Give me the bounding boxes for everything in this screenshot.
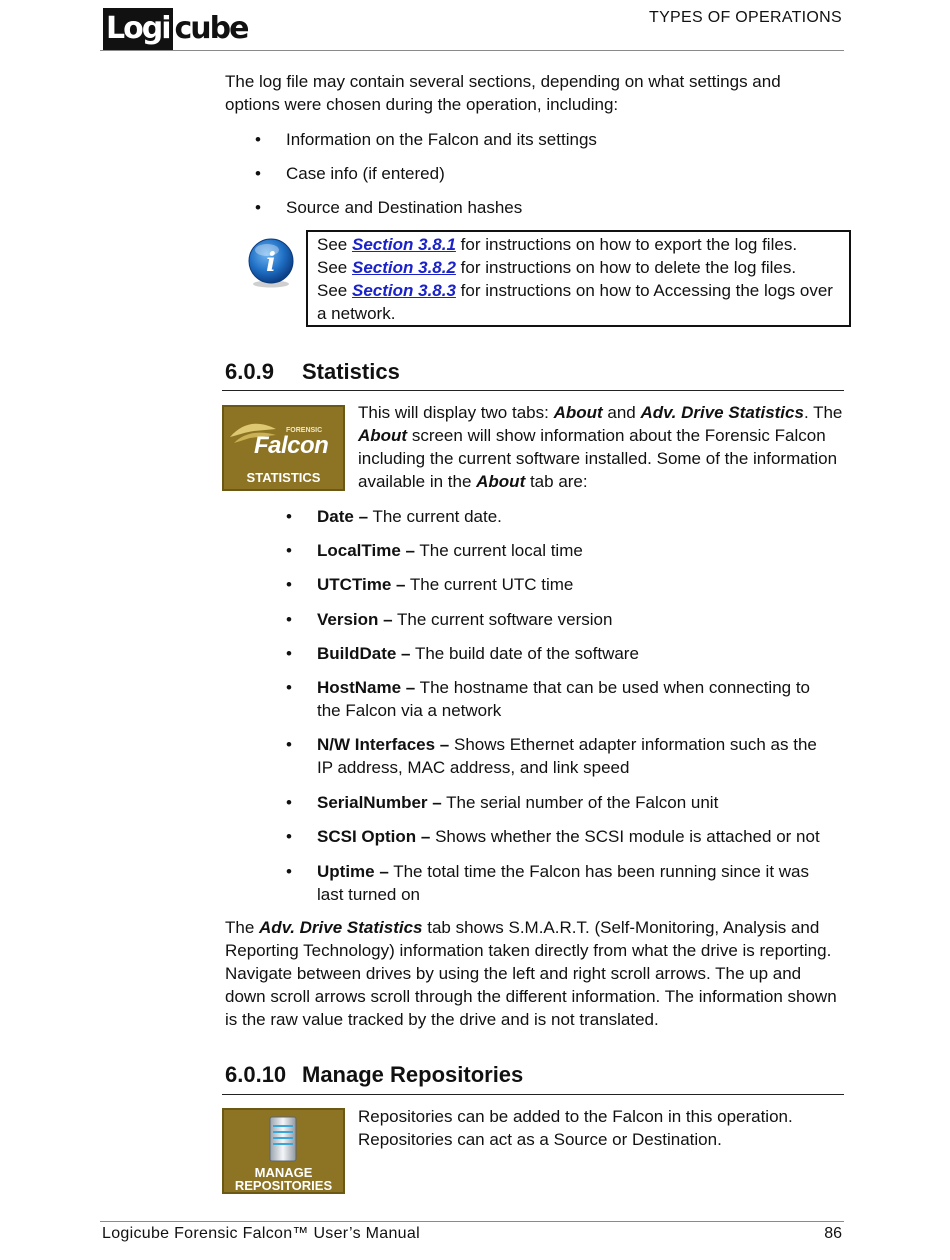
icon-label-line-2: REPOSITORIES [234,1178,333,1193]
section-heading-statistics: 6.0.9 Statistics [225,359,400,384]
statistics-intro: This will display two tabs: About and Adv. Drive Statistics. The About screen will show information about the Forensic Falcon including the current software installed. Some of the information available in the About tab are: [358,403,843,491]
note-line: See Section 3.8.1 for instructions on how to export the log files. [317,235,798,254]
list-item: • Case info (if entered) [255,164,445,183]
list-item: • SerialNumber – The serial number of the Falcon unit [286,793,719,812]
note-text [317,233,842,325]
heading-rule [222,1094,844,1095]
list-item: • Information on the Falcon and its settings [255,130,597,149]
info-icon [247,237,295,289]
statistics-operation-icon [222,405,345,491]
svg-text:i: i [266,248,276,278]
list-item: • Uptime – The total time the Falcon has been running since it was last turned on [286,862,809,904]
note-line: See Section 3.8.3 for instructions on how to Accessing the logs over a network. [317,281,833,323]
list-item: • Source and Destination hashes [255,198,523,217]
footer-manual-title: Logicube Forensic Falcon™ User’s Manual [102,1225,420,1242]
note-line: See Section 3.8.2 for instructions on how to delete the log files. [317,258,797,277]
logo-left: Logi [103,8,173,50]
page-number: 86 [824,1225,842,1242]
list-item: • SCSI Option – Shows whether the SCSI module is attached or not [286,827,820,846]
list-item: • LocalTime – The current local time [286,541,583,560]
adv-drive-statistics-paragraph: The Adv. Drive Statistics tab shows S.M.A.R.T. (Self-Monitoring, Analysis and Reporting Technology) information taken directly from what the drive is reporting. Navigate between drives by using the left and right scroll arrows. The up and down scroll arrows scroll through the different information. The information shown is the raw value tracked by the drive and is not translated. [225,918,837,1029]
section-link[interactable]: Section 3.8.2 [351,258,456,277]
header-section-title: TYPES OF OPERATIONS [649,9,842,26]
section-link[interactable]: Section 3.8.1 [351,235,456,254]
icon-logo-small: FORENSIC [286,427,323,434]
list-item: • HostName – The hostname that can be used when connecting to the Falcon via a network [286,678,811,720]
list-item: • UTCTime – The current UTC time [286,575,574,594]
section-link[interactable]: Section 3.8.3 [351,281,456,300]
list-item: • Date – The current date. [286,507,502,526]
footer-divider [100,1221,844,1222]
list-item: • Version – The current software version [286,610,613,629]
logicube-logo [103,8,247,50]
section-heading-manage-repositories: 6.0.10 Manage Repositories [225,1062,524,1087]
heading-rule [222,390,844,391]
logo-right: cube [174,11,248,46]
list-item: • N/W Interfaces – Shows Ethernet adapter information such as the IP address, MAC address, and link speed [286,735,817,777]
intro-paragraph: The log file may contain several sections, depending on what settings and options were chosen during the operation, including: [225,72,781,114]
header-divider [100,50,844,51]
manage-repositories-operation-icon [222,1108,345,1194]
icon-label: STATISTICS [246,470,321,485]
server-icon [266,1115,302,1163]
icon-label-line-1: MANAGE [254,1165,313,1180]
icon-logo: Falcon [254,432,329,459]
list-item: • BuildDate – The build date of the software [286,644,639,663]
manage-repositories-text: Repositories can be added to the Falcon in this operation. Repositories can act as a Source or Destination. [358,1107,793,1149]
